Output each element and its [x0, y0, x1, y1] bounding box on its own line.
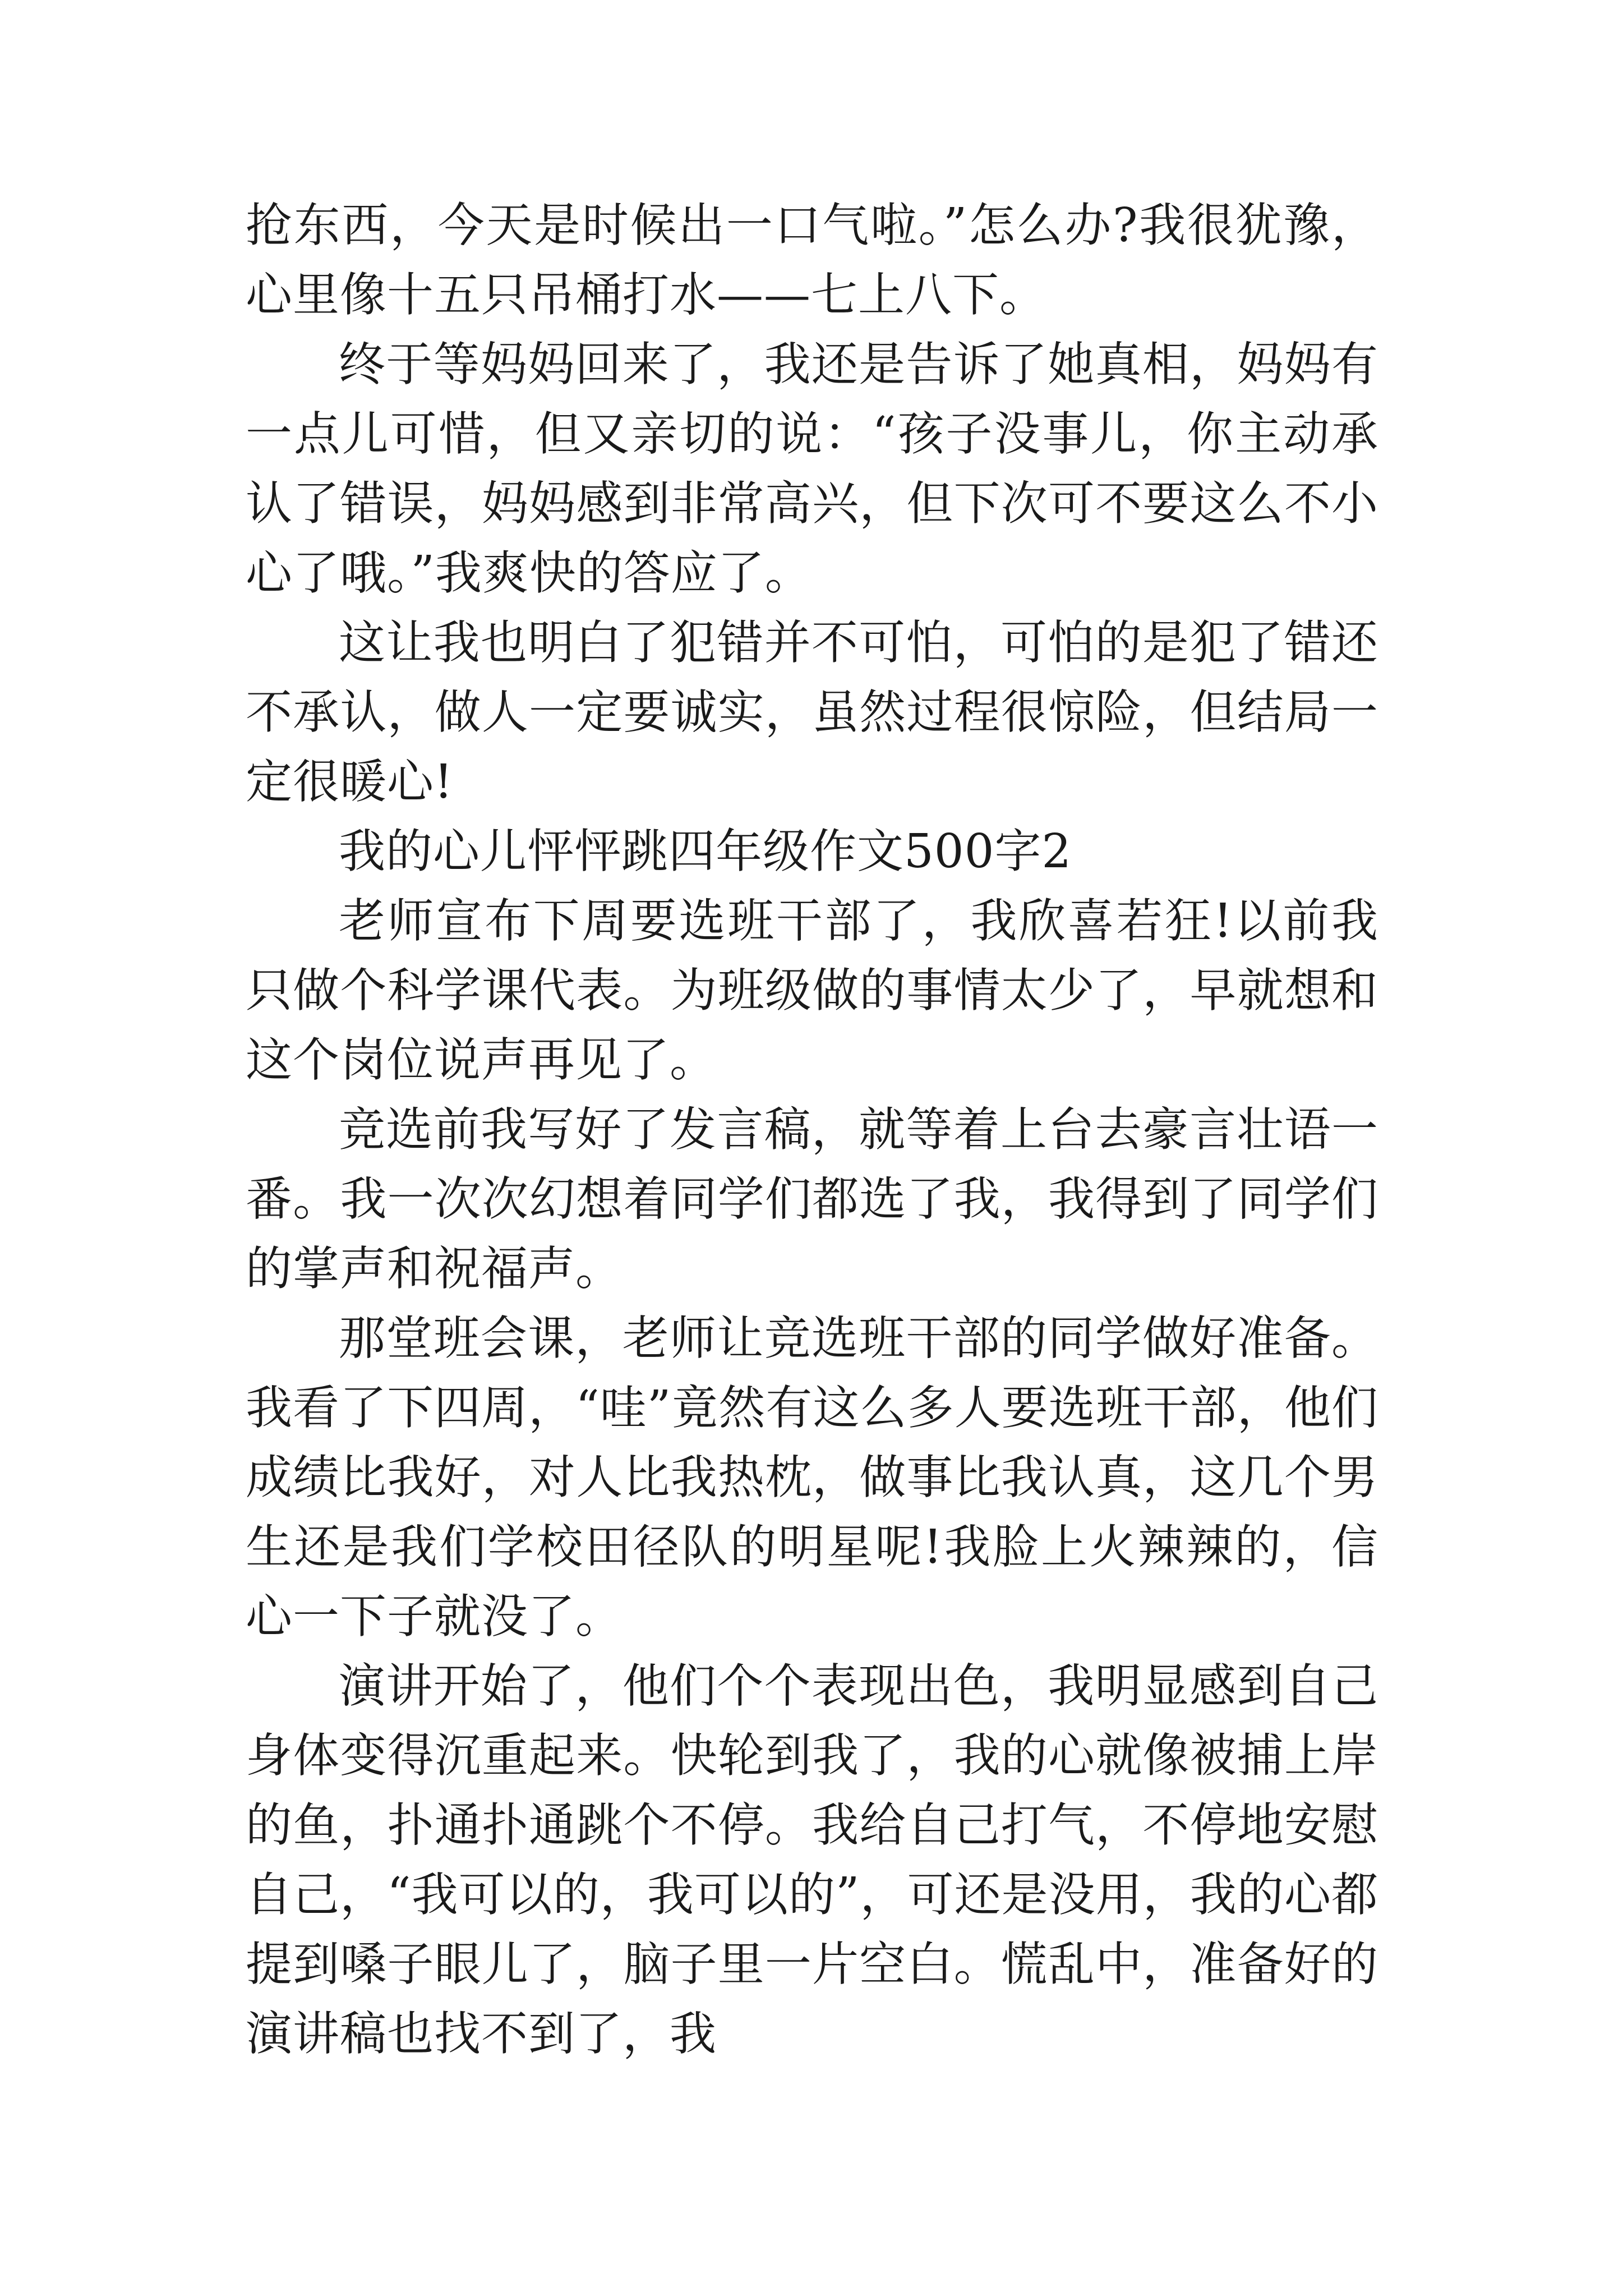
essay-body — [246, 191, 1378, 2069]
paragraph: 终于等妈妈回来了，我还是告诉了她真相，妈妈有一点儿可惜，但又亲切的说：“孩子没事儿，你主动承认了错误，妈妈感到非常高兴，但下次可不要这么不小心了哦。”我爽快的答应了。 — [246, 337, 1378, 600]
essay-title: 我的心儿怦怦跳四年级作文500字2 — [339, 824, 1072, 878]
paragraph: 这让我也明白了犯错并不可怕，可怕的是犯了错还不承认，做人一定要诚实，虽然过程很惊险，但结局一定很暖心! — [246, 615, 1378, 809]
paragraph: 那堂班会课，老师让竞选班干部的同学做好准备。我看了下四周，“哇”竟然有这么多人要选班干部，他们成绩比我好，对人比我热枕，做事比我认真，这几个男生还是我们学校田径队的明星呢!我脸上火辣辣的，信心一下子就没了。 — [246, 1311, 1378, 1644]
paragraph: 演讲开始了，他们个个表现出色，我明显感到自己身体变得沉重起来。快轮到我了，我的心就像被捕上岸的鱼，扑通扑通跳个不停。我给自己打气，不停地安慰自己，“我可以的，我可以的”，可还是没用，我的心都提到嗓子眼儿了，脑子里一片空白。慌乱中，准备好的演讲稿也找不到了，我 — [246, 1659, 1378, 2061]
paragraph-continued: 抢东西，今天是时候出一口气啦。”怎么办?我很犹豫，心里像十五只吊桶打水——七上八下。 — [246, 198, 1378, 322]
paragraph: 老师宣布下周要选班干部了，我欣喜若狂!以前我只做个科学课代表。为班级做的事情太少了，早就想和这个岗位说声再见了。 — [246, 894, 1378, 1087]
paragraph: 竞选前我写好了发言稿，就等着上台去豪言壮语一番。我一次次幻想着同学们都选了我，我得到了同学们的掌声和祝福声。 — [246, 1102, 1378, 1296]
